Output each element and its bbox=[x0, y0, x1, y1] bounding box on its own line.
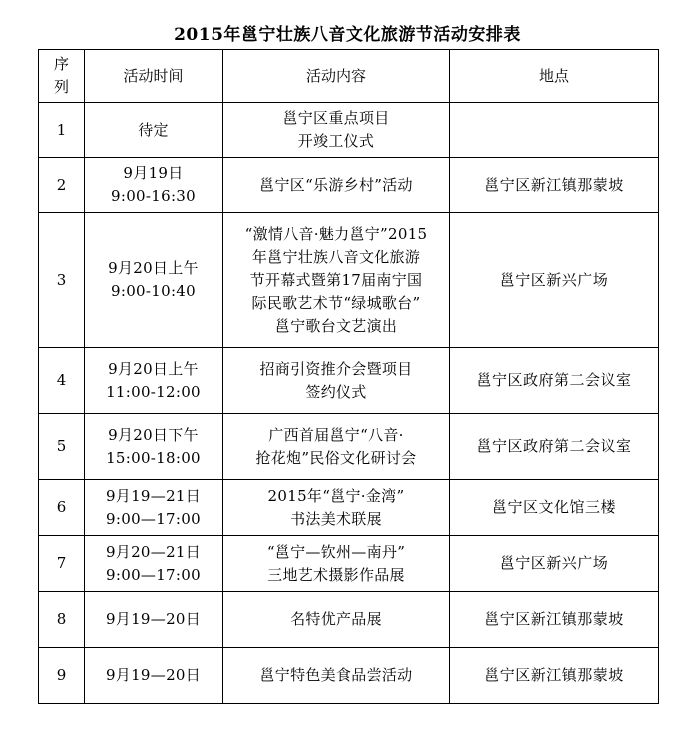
content-line: “邕宁—钦州—南丹” bbox=[266, 542, 406, 561]
content-line: 邕宁歌台文艺演出 bbox=[274, 316, 398, 335]
row-number: 5 bbox=[39, 414, 85, 480]
content-line: 三地艺术摄影作品展 bbox=[267, 565, 405, 584]
activity-time bbox=[85, 348, 223, 414]
header-place: 地点 bbox=[450, 50, 659, 103]
activity-content bbox=[223, 414, 450, 480]
activity-content bbox=[223, 648, 450, 704]
time-line: 9:00—17:00 bbox=[106, 509, 201, 528]
activity-time bbox=[85, 480, 223, 536]
content-line: “激情八音·魅力邕宁”2015 bbox=[244, 224, 428, 243]
activity-place: 邕宁区政府第二会议室 bbox=[450, 348, 659, 414]
content-line: 名特优产品展 bbox=[290, 610, 382, 628]
time-line: 9月19日 bbox=[123, 164, 184, 182]
time-line: 9月20日上午 bbox=[108, 259, 199, 277]
activity-content bbox=[223, 158, 450, 213]
time-line: 9:00—17:00 bbox=[106, 565, 201, 584]
activity-place: 邕宁区新江镇那蒙坡 bbox=[450, 158, 659, 213]
activity-place bbox=[450, 103, 659, 158]
table-row bbox=[39, 414, 659, 480]
activity-place: 邕宁区文化馆三楼 bbox=[450, 480, 659, 536]
time-line: 9月20—21日 bbox=[105, 542, 202, 561]
activity-place: 邕宁区政府第二会议室 bbox=[450, 414, 659, 480]
time-line: 9月19—20日 bbox=[105, 666, 202, 684]
header-time: 活动时间 bbox=[85, 50, 223, 103]
content-line: 抢花炮”民俗文化研讨会 bbox=[255, 448, 417, 467]
header-no-line1: 序 bbox=[53, 55, 69, 73]
activity-time bbox=[85, 158, 223, 213]
schedule-table bbox=[38, 49, 659, 704]
time-line: 9月20日下午 bbox=[108, 425, 199, 444]
activity-place: 邕宁区新兴广场 bbox=[450, 213, 659, 348]
row-number: 8 bbox=[39, 592, 85, 648]
table-row bbox=[39, 348, 659, 414]
header-content: 活动内容 bbox=[223, 50, 450, 103]
content-line: 广西首届邕宁“八音· bbox=[268, 425, 404, 444]
time-line: 待定 bbox=[138, 120, 169, 139]
table-row bbox=[39, 480, 659, 536]
content-line: 2015年“邕宁·金湾” bbox=[267, 486, 405, 505]
row-number: 1 bbox=[39, 103, 85, 158]
activity-time bbox=[85, 103, 223, 158]
content-line: 邕宁区“乐游乡村”活动 bbox=[259, 175, 413, 194]
activity-content bbox=[223, 103, 450, 158]
content-line: 招商引资推介会暨项目 bbox=[259, 359, 413, 378]
content-line: 年邕宁壮族八音文化旅游 bbox=[251, 247, 421, 266]
time-line: 9月19—21日 bbox=[105, 486, 202, 505]
table-row bbox=[39, 536, 659, 592]
activity-place: 邕宁区新江镇那蒙坡 bbox=[450, 648, 659, 704]
activity-time bbox=[85, 592, 223, 648]
activity-time bbox=[85, 213, 223, 348]
header-no-line2: 列 bbox=[53, 78, 69, 96]
header-no bbox=[39, 50, 85, 103]
content-line: 开竣工仪式 bbox=[297, 132, 375, 150]
content-line: 节开幕式暨第17届南宁国 bbox=[249, 270, 423, 289]
time-line: 15:00-18:00 bbox=[106, 448, 201, 467]
table-row bbox=[39, 158, 659, 213]
row-number: 9 bbox=[39, 648, 85, 704]
row-number: 7 bbox=[39, 536, 85, 592]
content-line: 书法美术联展 bbox=[290, 509, 382, 528]
content-line: 邕宁区重点项目 bbox=[282, 109, 390, 127]
row-number: 6 bbox=[39, 480, 85, 536]
table-row bbox=[39, 213, 659, 348]
activity-place: 邕宁区新兴广场 bbox=[450, 536, 659, 592]
content-line: 签约仪式 bbox=[305, 382, 367, 401]
page-title: 2015年邕宁壮族八音文化旅游节活动安排表 bbox=[174, 25, 521, 45]
content-line: 邕宁特色美食品尝活动 bbox=[259, 666, 413, 684]
table-header-row bbox=[39, 50, 659, 103]
activity-content bbox=[223, 480, 450, 536]
table-row bbox=[39, 592, 659, 648]
activity-content bbox=[223, 348, 450, 414]
activity-content bbox=[223, 213, 450, 348]
time-line: 9:00-10:40 bbox=[111, 282, 196, 300]
row-number: 2 bbox=[39, 158, 85, 213]
table-row bbox=[39, 103, 659, 158]
activity-time bbox=[85, 536, 223, 592]
time-line: 11:00-12:00 bbox=[106, 382, 201, 401]
content-line: 际民歌艺术节“绿城歌台” bbox=[251, 293, 421, 312]
activity-place: 邕宁区新江镇那蒙坡 bbox=[450, 592, 659, 648]
table-row bbox=[39, 648, 659, 704]
time-line: 9月20日上午 bbox=[108, 359, 199, 378]
row-number: 3 bbox=[39, 213, 85, 348]
activity-content bbox=[223, 592, 450, 648]
row-number: 4 bbox=[39, 348, 85, 414]
time-line: 9月19—20日 bbox=[105, 610, 202, 628]
time-line: 9:00-16:30 bbox=[111, 187, 196, 205]
activity-time bbox=[85, 414, 223, 480]
activity-content bbox=[223, 536, 450, 592]
activity-time bbox=[85, 648, 223, 704]
